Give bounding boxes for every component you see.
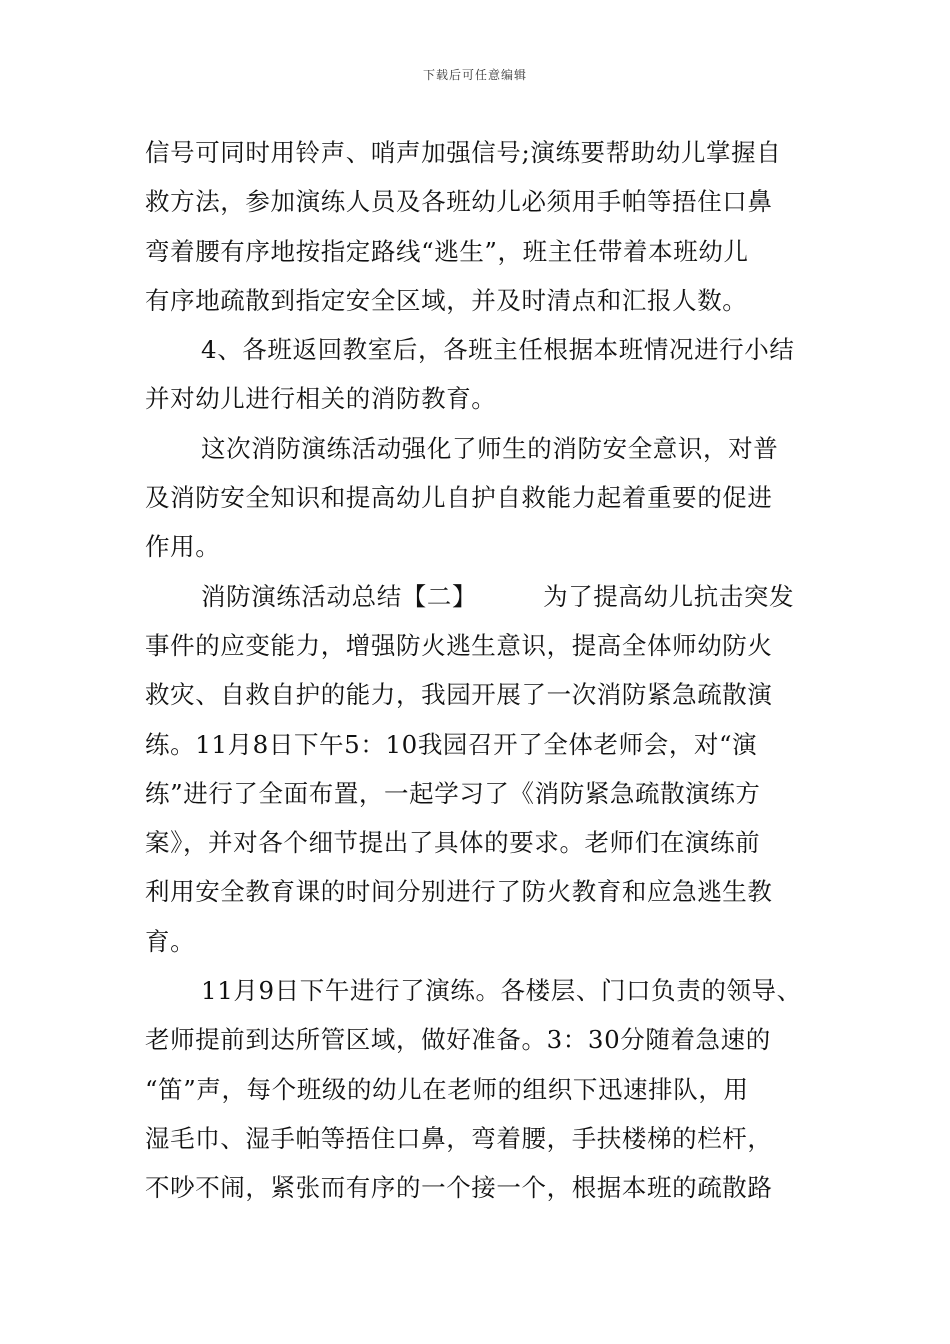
text-line: 弯着腰有序地按指定路线“逃生”，班主任带着本班幼儿: [145, 236, 749, 266]
text-line: 事件的应变能力，增强防火逃生意识，提高全体师幼防火: [145, 630, 773, 660]
text-line: 及消防安全知识和提高幼儿自护自救能力起着重要的促进: [145, 483, 773, 513]
page-header: 下载后可任意编辑: [422, 68, 527, 82]
text-line: 作用。: [145, 532, 221, 562]
section-heading: 消防演练活动总结【二】: [201, 581, 478, 611]
text-line: 利用安全教育课的时间分别进行了防火教育和应急逃生教: [145, 877, 773, 907]
text-line: 案》，并对各个细节提出了具体的要求。老师们在演练前: [145, 828, 761, 858]
text-line: 湿毛巾、湿手帕等捂住口鼻，弯着腰，手扶楼梯的栏杆，: [145, 1123, 773, 1153]
text-line-with-heading: [145, 572, 825, 621]
document-body: [145, 128, 825, 1213]
text-line: 不吵不闹，紧张而有序的一个接一个，根据本班的疏散路: [145, 1173, 773, 1203]
text-line: 练”进行了全面布置，一起学习了《消防紧急疏散演练方: [145, 778, 761, 808]
paragraph-4: [145, 572, 825, 966]
text-line: 练。11月8日下午5：10我园召开了全体老师会，对“演: [145, 729, 758, 759]
paragraph-2: [145, 325, 825, 424]
text-line: 育。: [145, 926, 196, 956]
text-line: 有序地疏散到指定安全区域，并及时清点和汇报人数。: [145, 285, 748, 315]
paragraph-1: [145, 128, 825, 325]
text-line: 并对幼儿进行相关的消防教育。: [145, 384, 497, 414]
text-line: 信号可同时用铃声、哨声加强信号;演练要帮助幼儿掌握自: [145, 138, 782, 167]
text-line: 这次消防演练活动强化了师生的消防安全意识，对普: [201, 433, 779, 463]
heading-continuation: 为了提高幼儿抗击突发: [543, 581, 795, 611]
paragraph-5: [145, 966, 825, 1212]
text-line: 老师提前到达所管区域，做好准备。3：30分随着急速的: [145, 1025, 771, 1055]
text-line: 4、各班返回教室后，各班主任根据本班情况进行小结: [201, 335, 795, 365]
text-line: 11月9日下午进行了演练。各楼层、门口负责的领导、: [201, 976, 802, 1006]
text-line: 救方法，参加演练人员及各班幼儿必须用手帕等捂住口鼻: [145, 187, 773, 217]
paragraph-3: [145, 424, 825, 572]
text-line: 救灾、自救自护的能力，我园开展了一次消防紧急疏散演: [145, 680, 773, 710]
text-line: “笛”声，每个班级的幼儿在老师的组织下迅速排队，用: [145, 1074, 749, 1104]
